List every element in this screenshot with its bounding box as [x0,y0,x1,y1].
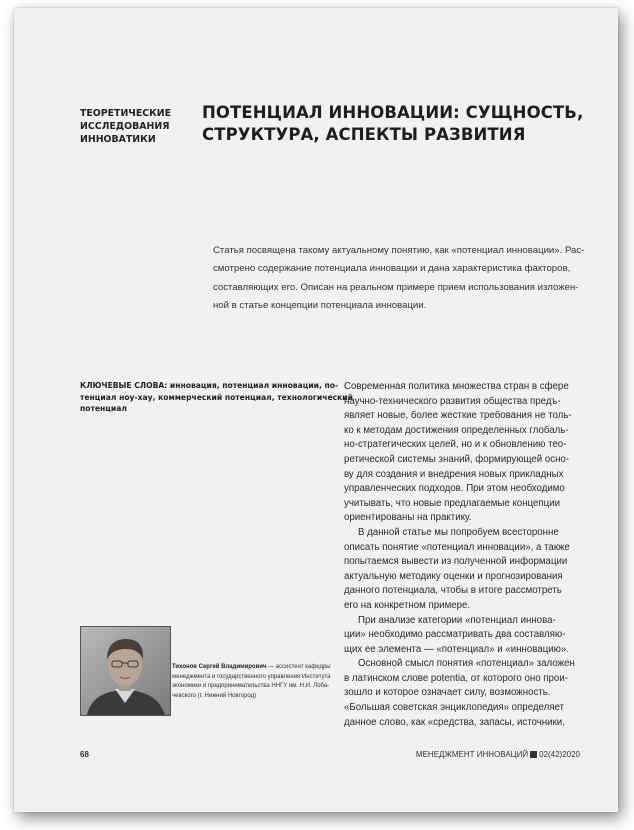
journal-page [14,8,618,812]
author-portrait [81,627,170,715]
body-line: «Большая советская энциклопедия» определяет [344,702,564,714]
journal-footer [416,750,580,759]
article-title-line: СТРУКТУРА, АСПЕКТЫ РАЗВИТИЯ [202,125,526,144]
author-photo [80,626,171,716]
body-text [344,380,604,730]
author-bio-line: экономики и предпринимательства ННГУ им. Н.И. Лоба- [172,683,330,690]
keywords-line: КЛЮЧЕВЫЕ СЛОВА: инновация, потенциал инновации, по- [80,381,339,390]
body-line: Современная политика множества стран в сфере [344,381,569,392]
article-title-line: ПОТЕНЦИАЛ ИННОВАЦИИ: СУЩНОСТЬ, [202,103,584,122]
abstract-line: ной в статье концепции потенциала инновации. [213,300,427,312]
body-line: управленческих подходов. При этом необходимо [344,483,565,495]
body-line: щих ее элемента — «потенциал» и «инновацию». [344,643,570,655]
abstract [213,242,605,316]
body-line: В данной статье мы попробуем всесторонне [358,526,559,538]
section-label [80,107,200,146]
abstract-line: смотрено содержание потенциала инновации и дана характеристика факторов, [213,263,571,275]
body-line: данного потенциала, чтобы в итоге рассмотреть [344,585,562,597]
body-line: актуальную методику оценки и прогнозирования [344,570,563,582]
body-line: При анализе категории «потенциал иннова- [358,614,556,626]
author-bio-text: — ассистент кафедры [266,664,331,670]
body-line: ориентированы на практику. [344,512,472,524]
body-line: учитывать, что новые предлагаемые концепции [344,497,560,509]
keywords-line: тенциал ноу-хау, коммерческий потенциал, технологический [80,392,353,402]
author-bio-line: чевского (г. Нижний Новгород) [172,692,257,699]
body-line: научно-технического развития общества предъ- [344,395,561,407]
section-label-line: ИССЛЕДОВАНИЯ [80,121,170,132]
keywords [80,380,353,415]
article-title [202,102,602,146]
author-bio-line [172,663,332,673]
body-line: в латинском слове potentia, от которого оно прои- [344,672,568,684]
author-name: Тихонов Сергей Владимирович [172,664,267,670]
abstract-line: Статья посвящена такому актуальному понятию, как «потенциал инновации». Рас- [213,245,585,256]
square-bullet-icon [530,751,537,758]
body-line: данное слово, как «средства, запасы, источники, [344,716,565,728]
keywords-line: потенциал [80,404,127,414]
body-line: ции» необходимо рассматривать два составляю- [344,629,566,641]
body-line: являет новые, более жесткие требования не толь- [344,410,572,422]
body-line: Основной смысл понятия «потенциал» заложен [358,658,575,670]
body-line: ву для создания и внедрения новых прикладных [344,468,564,480]
body-line: его на конкретном примере. [344,599,471,611]
section-label-line: ТЕОРЕТИЧЕСКИЕ [80,108,172,119]
abstract-line: составляющих его. Описан на реальном примере прием использования изложен- [213,281,579,293]
author-bio-line: менеджмента и государственного управления Института [172,673,331,680]
body-line: но-стратегических целей, но и к обновлению тео- [344,439,567,451]
journal-issue: 02(42)2020 [539,750,580,759]
body-line: зошло и которое означает силу, возможность. [344,687,551,699]
body-line: ретической системы знаний, формирующей осно- [344,453,570,465]
author-bio [172,663,332,701]
section-label-line: ИННОВАТИКИ [80,134,156,145]
journal-name: МЕНЕДЖМЕНТ ИННОВАЦИЙ [415,750,529,759]
page-number: 68 [80,750,89,759]
body-line: ко к методам достижения определенных глобаль- [344,424,569,436]
body-line: описать понятие «потенциал инновации», а также [344,541,570,553]
body-line: попытаемся вывести из полученной информации [344,556,568,568]
